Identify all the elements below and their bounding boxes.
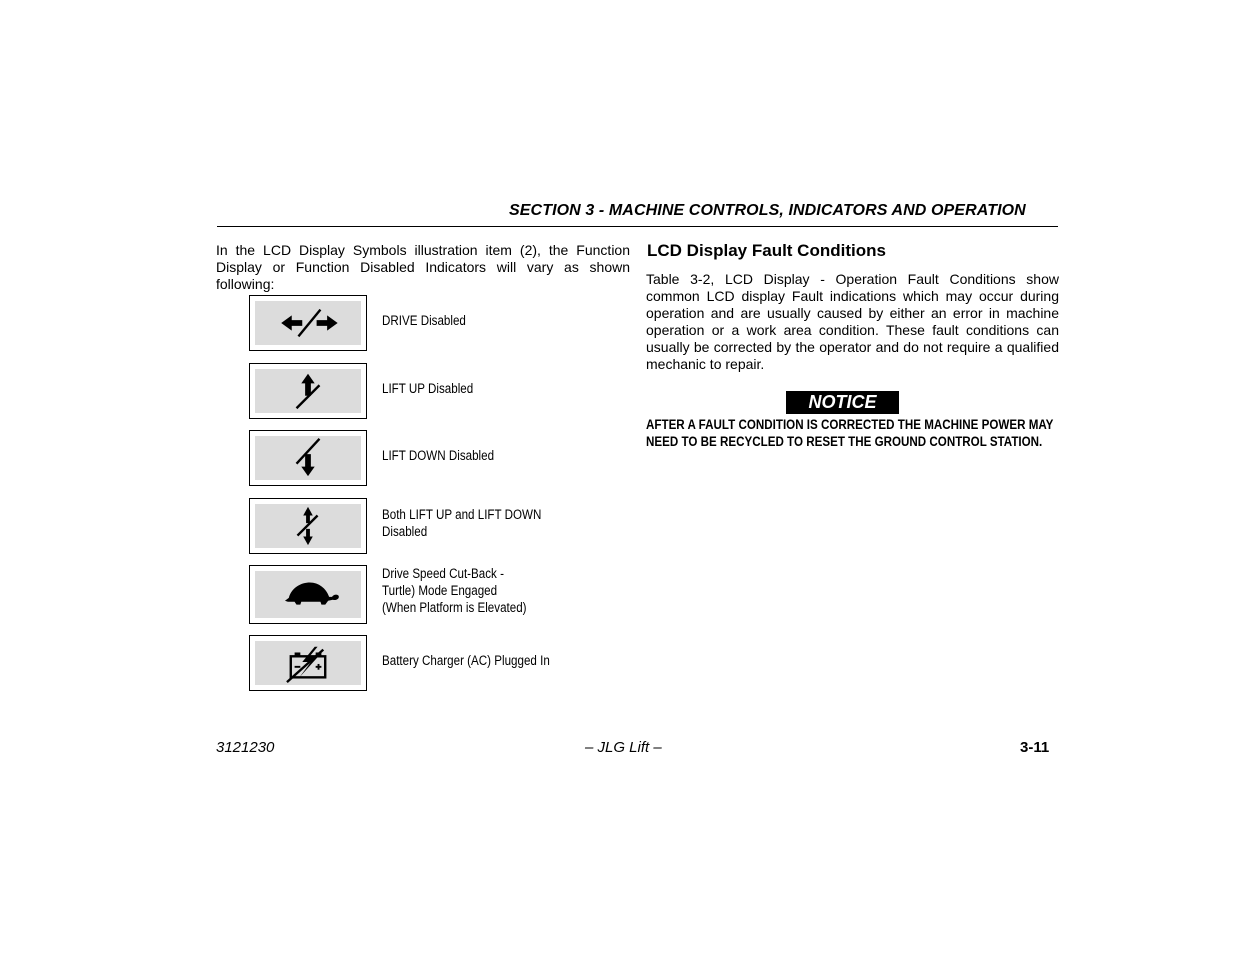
symbol-label <box>382 380 554 397</box>
footer-center-title: – JLG Lift – <box>585 739 662 756</box>
symbol-label <box>382 506 554 540</box>
drive-disabled-icon <box>255 301 361 345</box>
lift-up-down-disabled-icon <box>255 504 361 548</box>
intro-paragraph: In the LCD Display Symbols illustration item (2), the Function Display or Function Disabled Indicators will vary as shown following: <box>216 242 630 292</box>
header-rule <box>217 226 1058 227</box>
symbol-label-line: LIFT UP Disabled <box>382 381 474 396</box>
footer-page-number: 3-11 <box>1020 739 1050 756</box>
symbol-label-line: (When Platform is Elevated) <box>382 600 527 615</box>
symbol-label <box>382 447 554 464</box>
battery-charger-icon <box>255 641 361 685</box>
symbol-label-line: Disabled <box>382 524 428 539</box>
notice-badge: NOTICE <box>786 391 899 414</box>
symbol-box <box>249 295 367 351</box>
symbol-label-line: Drive Speed Cut-Back - <box>382 566 504 581</box>
symbol-label <box>382 652 554 669</box>
notice-text: AFTER A FAULT CONDITION IS CORRECTED THE MACHINE POWER MAY NEED TO BE RECYCLED TO RESET THE GROUND CONTROL STATION. <box>646 417 1054 449</box>
symbol-label <box>382 565 554 616</box>
symbol-label-line: Turtle) Mode Engaged <box>382 583 498 598</box>
section-header: SECTION 3 - MACHINE CONTROLS, INDICATORS AND OPERATION <box>509 202 1026 219</box>
symbol-label-line: DRIVE Disabled <box>382 313 466 328</box>
symbol-box <box>249 635 367 691</box>
footer-doc-number: 3121230 <box>216 739 275 756</box>
symbol-box <box>249 498 367 554</box>
lift-up-disabled-icon <box>255 369 361 413</box>
fault-section-paragraph: Table 3-2, LCD Display - Operation Fault Conditions show common LCD display Fault indications which may occur during operation and are usually caused by either an error in machine operation or a work area condition. These fault conditions can usually be corrected by the operator and do not require a qualified mechanic to repair. <box>646 271 1059 372</box>
symbol-label-line: Battery Charger (AC) Plugged In <box>382 653 550 668</box>
symbol-label-line: LIFT DOWN Disabled <box>382 448 495 463</box>
lift-down-disabled-icon <box>255 436 361 480</box>
turtle-icon <box>255 571 361 618</box>
symbol-box <box>249 363 367 419</box>
symbol-label-line: Both LIFT UP and LIFT DOWN <box>382 507 542 522</box>
symbol-box <box>249 565 367 624</box>
symbol-box <box>249 430 367 486</box>
fault-section-heading: LCD Display Fault Conditions <box>647 241 886 260</box>
symbol-label <box>382 312 554 329</box>
